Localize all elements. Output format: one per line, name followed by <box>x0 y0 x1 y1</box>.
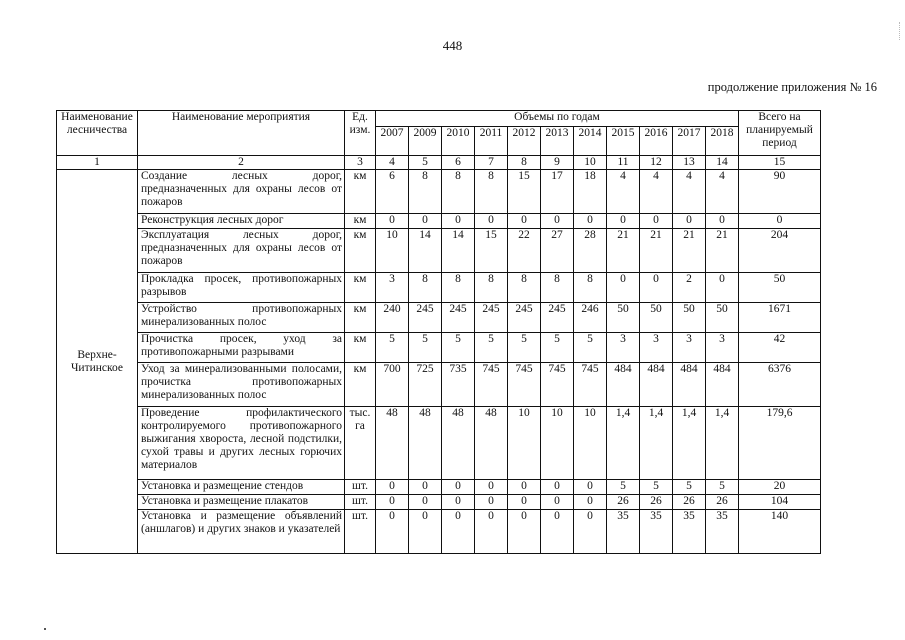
activity-name: Установка и размещение объявлений (аншлагов) и других знаков и указателей <box>138 510 345 554</box>
value-cell: 18 <box>574 170 607 214</box>
table-row <box>57 303 821 333</box>
header-year: 2014 <box>574 127 607 156</box>
value-cell: 21 <box>640 229 673 273</box>
column-index: 13 <box>673 156 706 170</box>
value-cell: 0 <box>607 214 640 229</box>
value-cell: 5 <box>574 333 607 363</box>
value-cell: 17 <box>541 170 574 214</box>
value-cell: 50 <box>607 303 640 333</box>
value-cell: 8 <box>475 273 508 303</box>
total-cell: 50 <box>739 273 821 303</box>
value-cell: 8 <box>409 273 442 303</box>
value-cell: 10 <box>541 407 574 480</box>
value-cell: 0 <box>607 273 640 303</box>
page-number: 448 <box>442 38 463 53</box>
activity-name: Прочистка просек, уход за противопожарными разрывами <box>138 333 345 363</box>
value-cell: 0 <box>475 480 508 495</box>
value-cell: 10 <box>508 407 541 480</box>
value-cell: 15 <box>475 229 508 273</box>
value-cell: 245 <box>475 303 508 333</box>
unit-cell: шт. <box>345 480 376 495</box>
value-cell: 484 <box>607 363 640 407</box>
total-cell: 0 <box>739 214 821 229</box>
column-index: 12 <box>640 156 673 170</box>
value-cell: 484 <box>706 363 739 407</box>
value-cell: 3 <box>640 333 673 363</box>
activity-name: Устройство противопожарных минерализованных полос <box>138 303 345 333</box>
value-cell: 4 <box>673 170 706 214</box>
value-cell: 8 <box>508 273 541 303</box>
value-cell: 0 <box>541 480 574 495</box>
value-cell: 745 <box>541 363 574 407</box>
column-index: 7 <box>475 156 508 170</box>
table-row <box>57 170 821 214</box>
header-year: 2012 <box>508 127 541 156</box>
unit-cell: тыс. га <box>345 407 376 480</box>
value-cell: 1,4 <box>640 407 673 480</box>
activity-name: Создание лесных дорог, предназначенных для охраны лесов от пожаров <box>138 170 345 214</box>
total-cell: 6376 <box>739 363 821 407</box>
value-cell: 5 <box>541 333 574 363</box>
value-cell: 8 <box>442 273 475 303</box>
column-index: 10 <box>574 156 607 170</box>
header-row-index <box>57 156 821 170</box>
unit-cell: км <box>345 170 376 214</box>
value-cell: 0 <box>376 480 409 495</box>
value-cell: 14 <box>442 229 475 273</box>
value-cell: 0 <box>409 214 442 229</box>
header-year: 2016 <box>640 127 673 156</box>
unit-cell: км <box>345 273 376 303</box>
value-cell: 0 <box>673 214 706 229</box>
value-cell: 50 <box>673 303 706 333</box>
value-cell: 21 <box>706 229 739 273</box>
activity-name: Реконструкция лесных дорог <box>138 214 345 229</box>
value-cell: 26 <box>640 495 673 510</box>
value-cell: 8 <box>475 170 508 214</box>
table-row <box>57 363 821 407</box>
value-cell: 0 <box>706 273 739 303</box>
value-cell: 245 <box>409 303 442 333</box>
value-cell: 1,4 <box>607 407 640 480</box>
unit-cell: шт. <box>345 510 376 554</box>
unit-cell: км <box>345 229 376 273</box>
value-cell: 245 <box>541 303 574 333</box>
value-cell: 0 <box>475 495 508 510</box>
column-index: 14 <box>706 156 739 170</box>
value-cell: 0 <box>409 495 442 510</box>
value-cell: 48 <box>475 407 508 480</box>
header-total: Всего на планируемый период <box>739 111 821 156</box>
value-cell: 48 <box>442 407 475 480</box>
value-cell: 35 <box>706 510 739 554</box>
value-cell: 3 <box>673 333 706 363</box>
value-cell: 50 <box>706 303 739 333</box>
activity-name: Уход за минерализованными полосами, прочистка противопожарных минерализованных полос <box>138 363 345 407</box>
value-cell: 5 <box>475 333 508 363</box>
value-cell: 0 <box>442 510 475 554</box>
value-cell: 3 <box>706 333 739 363</box>
value-cell: 0 <box>376 510 409 554</box>
value-cell: 8 <box>574 273 607 303</box>
value-cell: 5 <box>508 333 541 363</box>
total-cell: 104 <box>739 495 821 510</box>
column-index: 9 <box>541 156 574 170</box>
value-cell: 4 <box>706 170 739 214</box>
value-cell: 21 <box>673 229 706 273</box>
value-cell: 48 <box>409 407 442 480</box>
value-cell: 6 <box>376 170 409 214</box>
value-cell: 3 <box>376 273 409 303</box>
column-index: 8 <box>508 156 541 170</box>
forest-fire-measures-table <box>56 110 821 554</box>
value-cell: 0 <box>574 495 607 510</box>
value-cell: 0 <box>640 214 673 229</box>
value-cell: 4 <box>640 170 673 214</box>
value-cell: 2 <box>673 273 706 303</box>
scan-edge-mark <box>899 22 901 40</box>
value-cell: 8 <box>442 170 475 214</box>
table-row <box>57 273 821 303</box>
value-cell: 27 <box>541 229 574 273</box>
value-cell: 0 <box>409 510 442 554</box>
unit-cell: км <box>345 333 376 363</box>
total-cell: 90 <box>739 170 821 214</box>
table-row <box>57 407 821 480</box>
value-cell: 8 <box>409 170 442 214</box>
value-cell: 50 <box>640 303 673 333</box>
total-cell: 204 <box>739 229 821 273</box>
value-cell: 245 <box>442 303 475 333</box>
table-row <box>57 495 821 510</box>
total-cell: 179,6 <box>739 407 821 480</box>
table-row <box>57 480 821 495</box>
unit-cell: км <box>345 363 376 407</box>
value-cell: 3 <box>607 333 640 363</box>
value-cell: 0 <box>574 214 607 229</box>
value-cell: 0 <box>442 495 475 510</box>
value-cell: 0 <box>706 214 739 229</box>
total-cell: 42 <box>739 333 821 363</box>
value-cell: 745 <box>574 363 607 407</box>
value-cell: 4 <box>607 170 640 214</box>
unit-cell: км <box>345 303 376 333</box>
column-index: 4 <box>376 156 409 170</box>
value-cell: 0 <box>541 214 574 229</box>
value-cell: 35 <box>673 510 706 554</box>
header-row-top <box>57 111 821 127</box>
continuation-note: продолжение приложения № 16 <box>707 80 877 94</box>
value-cell: 26 <box>607 495 640 510</box>
value-cell: 0 <box>475 510 508 554</box>
activity-name: Эксплуатация лесных дорог, предназначенных для охраны лесов от пожаров <box>138 229 345 273</box>
column-index: 3 <box>345 156 376 170</box>
value-cell: 21 <box>607 229 640 273</box>
header-year: 2013 <box>541 127 574 156</box>
value-cell: 0 <box>541 495 574 510</box>
value-cell: 0 <box>508 510 541 554</box>
table-row <box>57 214 821 229</box>
value-cell: 0 <box>475 214 508 229</box>
column-index: 15 <box>739 156 821 170</box>
value-cell: 240 <box>376 303 409 333</box>
value-cell: 22 <box>508 229 541 273</box>
header-forestry: Наименование лесничества <box>57 111 138 156</box>
header-year: 2017 <box>673 127 706 156</box>
header-unit: Ед. изм. <box>345 111 376 156</box>
value-cell: 5 <box>409 333 442 363</box>
table-row <box>57 333 821 363</box>
table-row <box>57 229 821 273</box>
header-year: 2007 <box>376 127 409 156</box>
value-cell: 0 <box>508 495 541 510</box>
value-cell: 246 <box>574 303 607 333</box>
header-year: 2015 <box>607 127 640 156</box>
value-cell: 5 <box>376 333 409 363</box>
value-cell: 725 <box>409 363 442 407</box>
activity-name: Установка и размещение стендов <box>138 480 345 495</box>
value-cell: 484 <box>673 363 706 407</box>
value-cell: 0 <box>508 480 541 495</box>
value-cell: 0 <box>442 214 475 229</box>
value-cell: 5 <box>706 480 739 495</box>
header-volumes: Объемы по годам <box>376 111 739 127</box>
value-cell: 0 <box>508 214 541 229</box>
value-cell: 0 <box>574 480 607 495</box>
value-cell: 5 <box>442 333 475 363</box>
value-cell: 48 <box>376 407 409 480</box>
value-cell: 745 <box>475 363 508 407</box>
value-cell: 1,4 <box>706 407 739 480</box>
column-index: 11 <box>607 156 640 170</box>
value-cell: 0 <box>376 214 409 229</box>
value-cell: 26 <box>673 495 706 510</box>
value-cell: 10 <box>574 407 607 480</box>
header-activity: Наименование мероприятия <box>138 111 345 156</box>
value-cell: 14 <box>409 229 442 273</box>
header-year: 2011 <box>475 127 508 156</box>
unit-cell: шт. <box>345 495 376 510</box>
column-index: 6 <box>442 156 475 170</box>
total-cell: 1671 <box>739 303 821 333</box>
activity-name: Установка и размещение плакатов <box>138 495 345 510</box>
value-cell: 15 <box>508 170 541 214</box>
activity-name: Проведение профилактического контролируемого противопожарного выжигания хвороста, лесной подстилки, сухой травы и других лесных горючих материалов <box>138 407 345 480</box>
value-cell: 735 <box>442 363 475 407</box>
value-cell: 1,4 <box>673 407 706 480</box>
value-cell: 26 <box>706 495 739 510</box>
value-cell: 0 <box>640 273 673 303</box>
value-cell: 0 <box>376 495 409 510</box>
header-year: 2018 <box>706 127 739 156</box>
value-cell: 700 <box>376 363 409 407</box>
header-year: 2010 <box>442 127 475 156</box>
value-cell: 0 <box>541 510 574 554</box>
value-cell: 245 <box>508 303 541 333</box>
column-index: 5 <box>409 156 442 170</box>
value-cell: 484 <box>640 363 673 407</box>
unit-cell: км <box>345 214 376 229</box>
value-cell: 5 <box>673 480 706 495</box>
value-cell: 28 <box>574 229 607 273</box>
value-cell: 0 <box>574 510 607 554</box>
value-cell: 745 <box>508 363 541 407</box>
table-row <box>57 510 821 554</box>
total-cell: 20 <box>739 480 821 495</box>
value-cell: 10 <box>376 229 409 273</box>
value-cell: 35 <box>607 510 640 554</box>
total-cell: 140 <box>739 510 821 554</box>
header-year: 2009 <box>409 127 442 156</box>
activity-name: Прокладка просек, противопожарных разрывов <box>138 273 345 303</box>
value-cell: 5 <box>607 480 640 495</box>
value-cell: 8 <box>541 273 574 303</box>
scan-dot-mark <box>44 628 46 630</box>
column-index: 2 <box>138 156 345 170</box>
value-cell: 0 <box>442 480 475 495</box>
forestry-name: Верхне- Читинское <box>57 170 138 554</box>
column-index: 1 <box>57 156 138 170</box>
value-cell: 0 <box>409 480 442 495</box>
value-cell: 5 <box>640 480 673 495</box>
value-cell: 35 <box>640 510 673 554</box>
